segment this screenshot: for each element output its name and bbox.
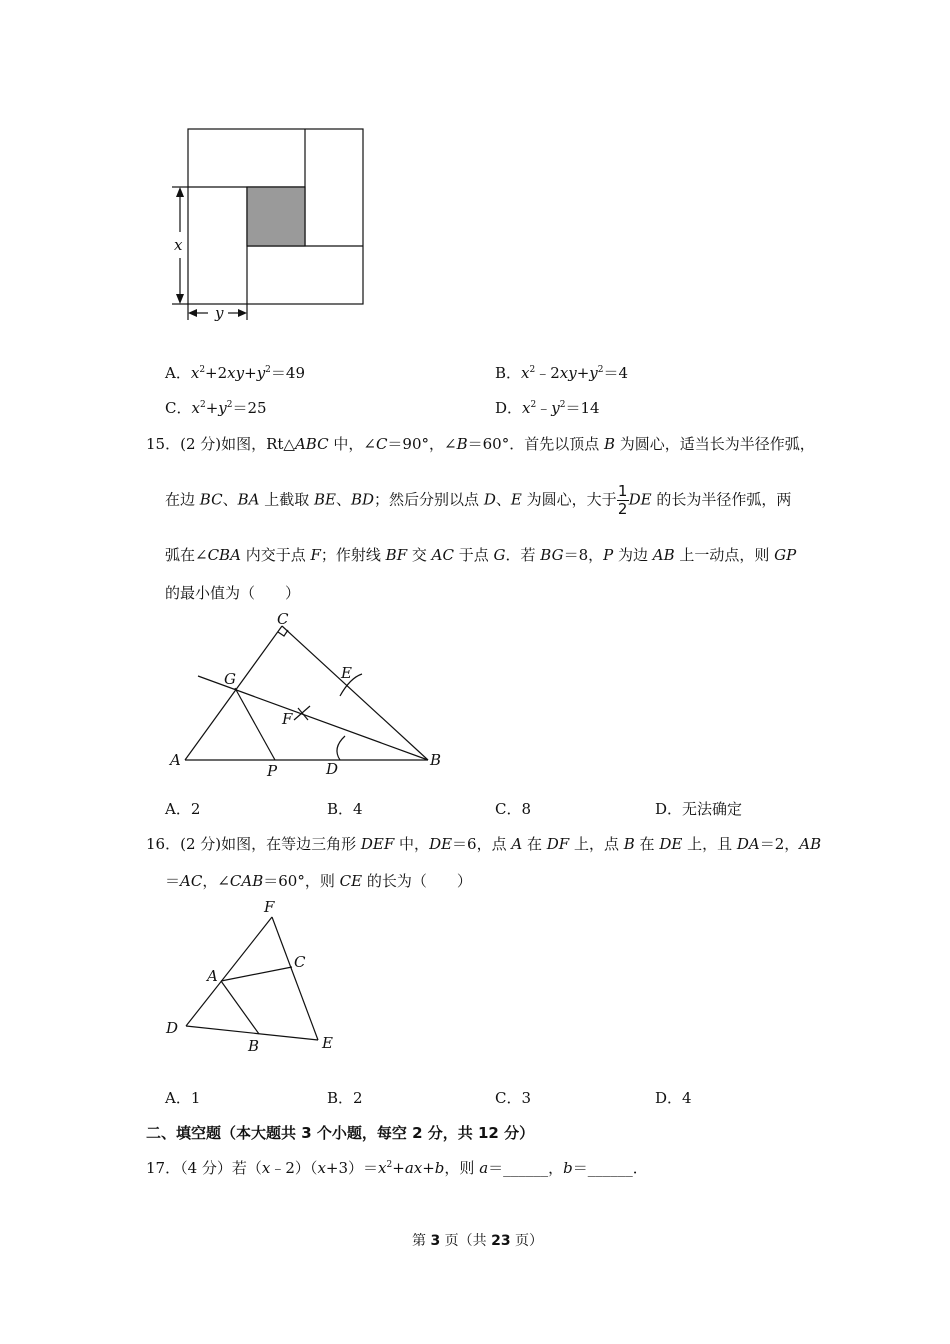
label-C: C — [277, 610, 289, 628]
q15-option-d[interactable]: D．无法确定 — [655, 800, 743, 818]
label-y: y — [215, 304, 224, 322]
label-F: F — [282, 710, 293, 728]
label-E: E — [341, 664, 352, 682]
q15-option-c[interactable]: C．8 — [495, 800, 532, 818]
label-A: A — [170, 751, 181, 769]
q15-option-b[interactable]: B．4 — [327, 800, 363, 818]
page-footer: 第 3 页（共 23 页） — [412, 1233, 544, 1249]
q16-line-2: ＝AC，∠CAB＝60°，则 CE 的长为（ ） — [165, 872, 472, 890]
q16-option-d[interactable]: D．4 — [655, 1089, 692, 1107]
figure-q15-triangle — [160, 608, 450, 783]
label-C: C — [294, 953, 306, 971]
q14-option-a[interactable]: A．$x^2+2xy+y^2=49$ — [165, 364, 305, 382]
answer-blank-a[interactable]: ______ — [503, 1159, 549, 1177]
label-x: x — [174, 236, 183, 254]
label-E: E — [322, 1034, 333, 1052]
q15-line-2: 在边 BC、BA 上截取 BE、BD；然后分别以点 D、E 为圆心，大于 $\frac{1}{2}$ DE 的长为半径作弧，两 — [165, 482, 792, 518]
label-D: D — [326, 760, 339, 778]
answer-blank-b[interactable]: ______ — [587, 1159, 633, 1177]
label-G: G — [224, 670, 236, 688]
label-A: A — [207, 967, 218, 985]
label-F: F — [264, 898, 275, 916]
q15-line-1: 15．(2 分)如图，Rt△ABC 中，∠C＝90°，∠B＝60°．首先以顶点 B 为圆心，适当长为半径作弧， — [146, 435, 815, 453]
label-B: B — [248, 1037, 260, 1055]
q15-option-a[interactable]: A．2 — [165, 800, 201, 818]
shaded-square — [247, 187, 305, 246]
figure-q16-triangle — [160, 895, 350, 1060]
label-P: P — [267, 762, 278, 780]
q15-line-3: 弧在∠CBA 内交于点 F；作射线 BF 交 AC 于点 G．若 BG＝8，P 为边 AB 上一动点，则 GP — [165, 546, 797, 564]
figure-q14-squares — [160, 120, 380, 330]
label-D: D — [166, 1019, 179, 1037]
q15-line-4: 的最小值为（ ） — [165, 584, 301, 602]
q14-option-b[interactable]: B．$x^2﹣2xy+y^2=4$ — [495, 364, 629, 382]
q14-option-d[interactable]: D．$x^2﹣y^2=14$ — [495, 399, 600, 417]
q16-option-b[interactable]: B．2 — [327, 1089, 363, 1107]
fraction-one-half: $\frac{1}{2}$ — [617, 482, 628, 518]
q16-option-a[interactable]: A．1 — [165, 1089, 201, 1107]
label-B: B — [430, 751, 442, 769]
section-2-heading: 二、填空题（本大题共 3 个小题，每空 2 分，共 12 分） — [146, 1124, 535, 1142]
q17-line-1: 17．（4 分）若$(x﹣2)(x+3)=x^2+ax+b$，则 a＝______，b＝______． — [146, 1159, 648, 1177]
q16-option-c[interactable]: C．3 — [495, 1089, 532, 1107]
q16-line-1: 16．(2 分)如图，在等边三角形 DEF 中，DE＝6，点 A 在 DF 上，点 B 在 DE 上，且 DA＝2，AB — [146, 835, 822, 853]
q14-option-c[interactable]: C．$x^2+y^2=25$ — [165, 399, 267, 417]
